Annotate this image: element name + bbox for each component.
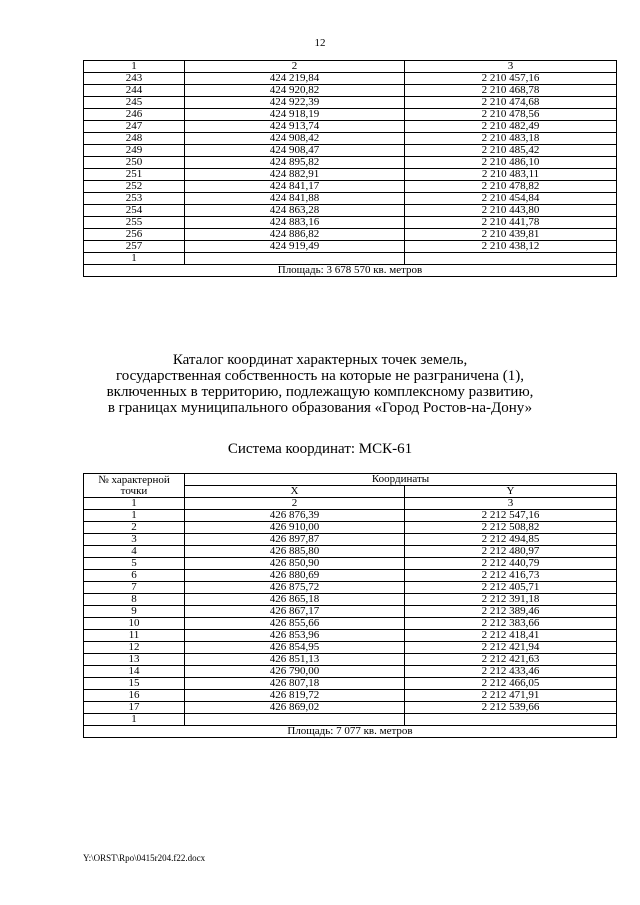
column-number: 1 [84,61,185,73]
point-number-cell: 250 [84,157,185,169]
x-coordinate-cell: 426 853,96 [185,630,405,642]
table-row [84,169,617,181]
y-coordinate-cell: 2 212 433,46 [405,666,617,678]
point-number-cell: 11 [84,630,185,642]
x-coordinate-cell: 424 920,82 [185,85,405,97]
coordinates-header: Координаты [185,474,617,486]
point-number-cell: 12 [84,642,185,654]
point-number-header: № характерной точки [84,474,185,498]
table-row [84,570,617,582]
x-coordinate-cell: 426 910,00 [185,522,405,534]
x-coordinate-cell: 424 919,49 [185,241,405,253]
x-coordinate-cell: 426 867,17 [185,606,405,618]
table-row [84,205,617,217]
y-coordinate-cell: 2 212 416,73 [405,570,617,582]
y-coordinate-cell: 2 212 471,91 [405,690,617,702]
y-coordinate-cell: 2 210 457,16 [405,73,617,85]
area-total: Площадь: 3 678 570 кв. метров [84,265,617,277]
y-coordinate-cell: 2 212 547,16 [405,510,617,522]
y-coordinate-cell: 2 210 441,78 [405,217,617,229]
table-row [84,666,617,678]
point-number-cell: 6 [84,570,185,582]
y-coordinate-cell: 2 210 485,42 [405,145,617,157]
point-number-cell: 9 [84,606,185,618]
x-coordinate-cell: 424 908,42 [185,133,405,145]
x-coordinate-cell: 424 882,91 [185,169,405,181]
y-coordinate-cell: 2 210 468,78 [405,85,617,97]
column-number: 3 [405,61,617,73]
y-coordinate-cell: 2 210 438,12 [405,241,617,253]
page-number: 12 [314,37,326,49]
y-coordinate-cell: 2 210 478,82 [405,181,617,193]
point-number-cell: 8 [84,594,185,606]
x-coordinate-cell: 426 790,00 [185,666,405,678]
x-coordinate-cell: 424 886,82 [185,229,405,241]
closing-point-row [84,714,617,726]
point-number-cell: 254 [84,205,185,217]
table-row [84,85,617,97]
y-coordinate-cell: 2 212 440,79 [405,558,617,570]
y-coordinate-cell: 2 212 421,94 [405,642,617,654]
area-total: Площадь: 7 077 кв. метров [84,726,617,738]
y-coordinate-cell: 2 212 389,46 [405,606,617,618]
table-row [84,534,617,546]
column-number: 2 [185,498,405,510]
x-coordinate-cell: 426 819,72 [185,690,405,702]
point-number-cell: 257 [84,241,185,253]
closing-point-row [84,253,617,265]
y-coordinate-cell: 2 210 454,84 [405,193,617,205]
table-row [84,229,617,241]
table-row [84,510,617,522]
closing-point: 1 [84,714,185,726]
x-coordinate-cell: 426 865,18 [185,594,405,606]
x-coordinate-cell: 426 880,69 [185,570,405,582]
x-coordinate-cell: 424 863,28 [185,205,405,217]
y-coordinate-cell: 2 210 483,18 [405,133,617,145]
x-coordinate-cell: 426 851,13 [185,654,405,666]
coordinate-system: Система координат: МСК-61 [227,441,413,457]
x-coordinate-cell: 426 850,90 [185,558,405,570]
table-row [84,241,617,253]
y-header: Y [405,486,617,498]
point-number-cell: 244 [84,85,185,97]
point-number-cell: 2 [84,522,185,534]
table-header-row [84,61,617,73]
table-row [84,121,617,133]
table-row [84,558,617,570]
table-row [84,157,617,169]
y-coordinate-cell: 2 212 421,63 [405,654,617,666]
table-row [84,145,617,157]
y-coordinate-cell: 2 212 405,71 [405,582,617,594]
x-coordinate-cell: 426 854,95 [185,642,405,654]
area-row [84,265,617,277]
table-row [84,642,617,654]
x-coordinate-cell: 424 908,47 [185,145,405,157]
x-coordinate-cell: 426 876,39 [185,510,405,522]
point-number-cell: 245 [84,97,185,109]
catalog-title-line: государственная собственность на которые не разграничена (1), [116,368,524,384]
y-coordinate-cell: 2 212 383,66 [405,618,617,630]
coordinates-table-continued [83,60,617,277]
point-number-cell: 5 [84,558,185,570]
table-row [84,97,617,109]
table-row [84,690,617,702]
point-number-cell: 15 [84,678,185,690]
y-coordinate-cell: 2 210 482,49 [405,121,617,133]
point-number-cell: 4 [84,546,185,558]
table-row [84,594,617,606]
x-coordinate-cell: 424 913,74 [185,121,405,133]
table-row [84,702,617,714]
point-number-cell: 247 [84,121,185,133]
x-header: X [185,486,405,498]
table-row [84,522,617,534]
y-coordinate-cell: 2 210 486,10 [405,157,617,169]
x-coordinate-cell: 424 895,82 [185,157,405,169]
x-coordinate-cell: 426 855,66 [185,618,405,630]
table-row [84,133,617,145]
table-row [84,109,617,121]
point-number-cell: 1 [84,510,185,522]
x-coordinate-cell: 424 841,17 [185,181,405,193]
x-coordinate-cell: 426 897,87 [185,534,405,546]
table2-body [84,510,617,714]
y-coordinate-cell: 2 212 508,82 [405,522,617,534]
table-row [84,630,617,642]
x-coordinate-cell: 424 219,84 [185,73,405,85]
table-row [84,217,617,229]
table-header-row [84,474,617,486]
y-coordinate-cell: 2 212 539,66 [405,702,617,714]
table-row [84,654,617,666]
table2-footer [84,714,617,738]
table-row [84,546,617,558]
point-number-cell: 13 [84,654,185,666]
table-row [84,193,617,205]
column-number: 1 [84,498,185,510]
table-header-row [84,498,617,510]
catalog-title [0,352,640,416]
column-number: 2 [185,61,405,73]
point-number-cell: 17 [84,702,185,714]
y-coordinate-cell: 2 210 439,81 [405,229,617,241]
catalog-title-line: включенных в территорию, подлежащую комплексному развитию, [106,384,534,400]
table-row [84,618,617,630]
point-number-cell: 246 [84,109,185,121]
table-row [84,678,617,690]
closing-point: 1 [84,253,185,265]
x-coordinate-cell: 426 885,80 [185,546,405,558]
y-coordinate-cell: 2 212 466,05 [405,678,617,690]
table-row [84,606,617,618]
point-number-cell: 256 [84,229,185,241]
catalog-title-line: Каталог координат характерных точек земель, [172,352,468,368]
column-number: 3 [405,498,617,510]
y-coordinate-cell: 2 212 480,97 [405,546,617,558]
point-number-cell: 252 [84,181,185,193]
table-row [84,582,617,594]
point-number-cell: 16 [84,690,185,702]
y-coordinate-cell: 2 210 443,80 [405,205,617,217]
coordinates-table [83,473,617,738]
y-coordinate-cell: 2 210 483,11 [405,169,617,181]
table2-header [84,474,617,510]
y-coordinate-cell: 2 212 391,18 [405,594,617,606]
x-coordinate-cell: 424 922,39 [185,97,405,109]
y-coordinate-cell: 2 212 494,85 [405,534,617,546]
table1-body [84,61,617,253]
point-number-cell: 243 [84,73,185,85]
point-number-cell: 3 [84,534,185,546]
x-coordinate-cell: 424 918,19 [185,109,405,121]
point-number-cell: 255 [84,217,185,229]
file-path-footer: Y:\ORST\Rpo\0415r204.f22.docx [83,853,206,863]
point-number-cell: 248 [84,133,185,145]
y-coordinate-cell: 2 210 474,68 [405,97,617,109]
table-row [84,181,617,193]
y-coordinate-cell: 2 212 418,41 [405,630,617,642]
table-row [84,73,617,85]
x-coordinate-cell: 424 883,16 [185,217,405,229]
x-coordinate-cell: 426 807,18 [185,678,405,690]
point-number-cell: 253 [84,193,185,205]
y-coordinate-cell: 2 210 478,56 [405,109,617,121]
point-number-cell: 14 [84,666,185,678]
point-number-cell: 249 [84,145,185,157]
x-coordinate-cell: 426 869,02 [185,702,405,714]
table1-footer [84,253,617,277]
point-number-cell: 7 [84,582,185,594]
point-number-cell: 251 [84,169,185,181]
point-number-cell: 10 [84,618,185,630]
area-row [84,726,617,738]
x-coordinate-cell: 424 841,88 [185,193,405,205]
x-coordinate-cell: 426 875,72 [185,582,405,594]
catalog-title-line: в границах муниципального образования «Город Ростов-на-Дону» [107,400,533,416]
